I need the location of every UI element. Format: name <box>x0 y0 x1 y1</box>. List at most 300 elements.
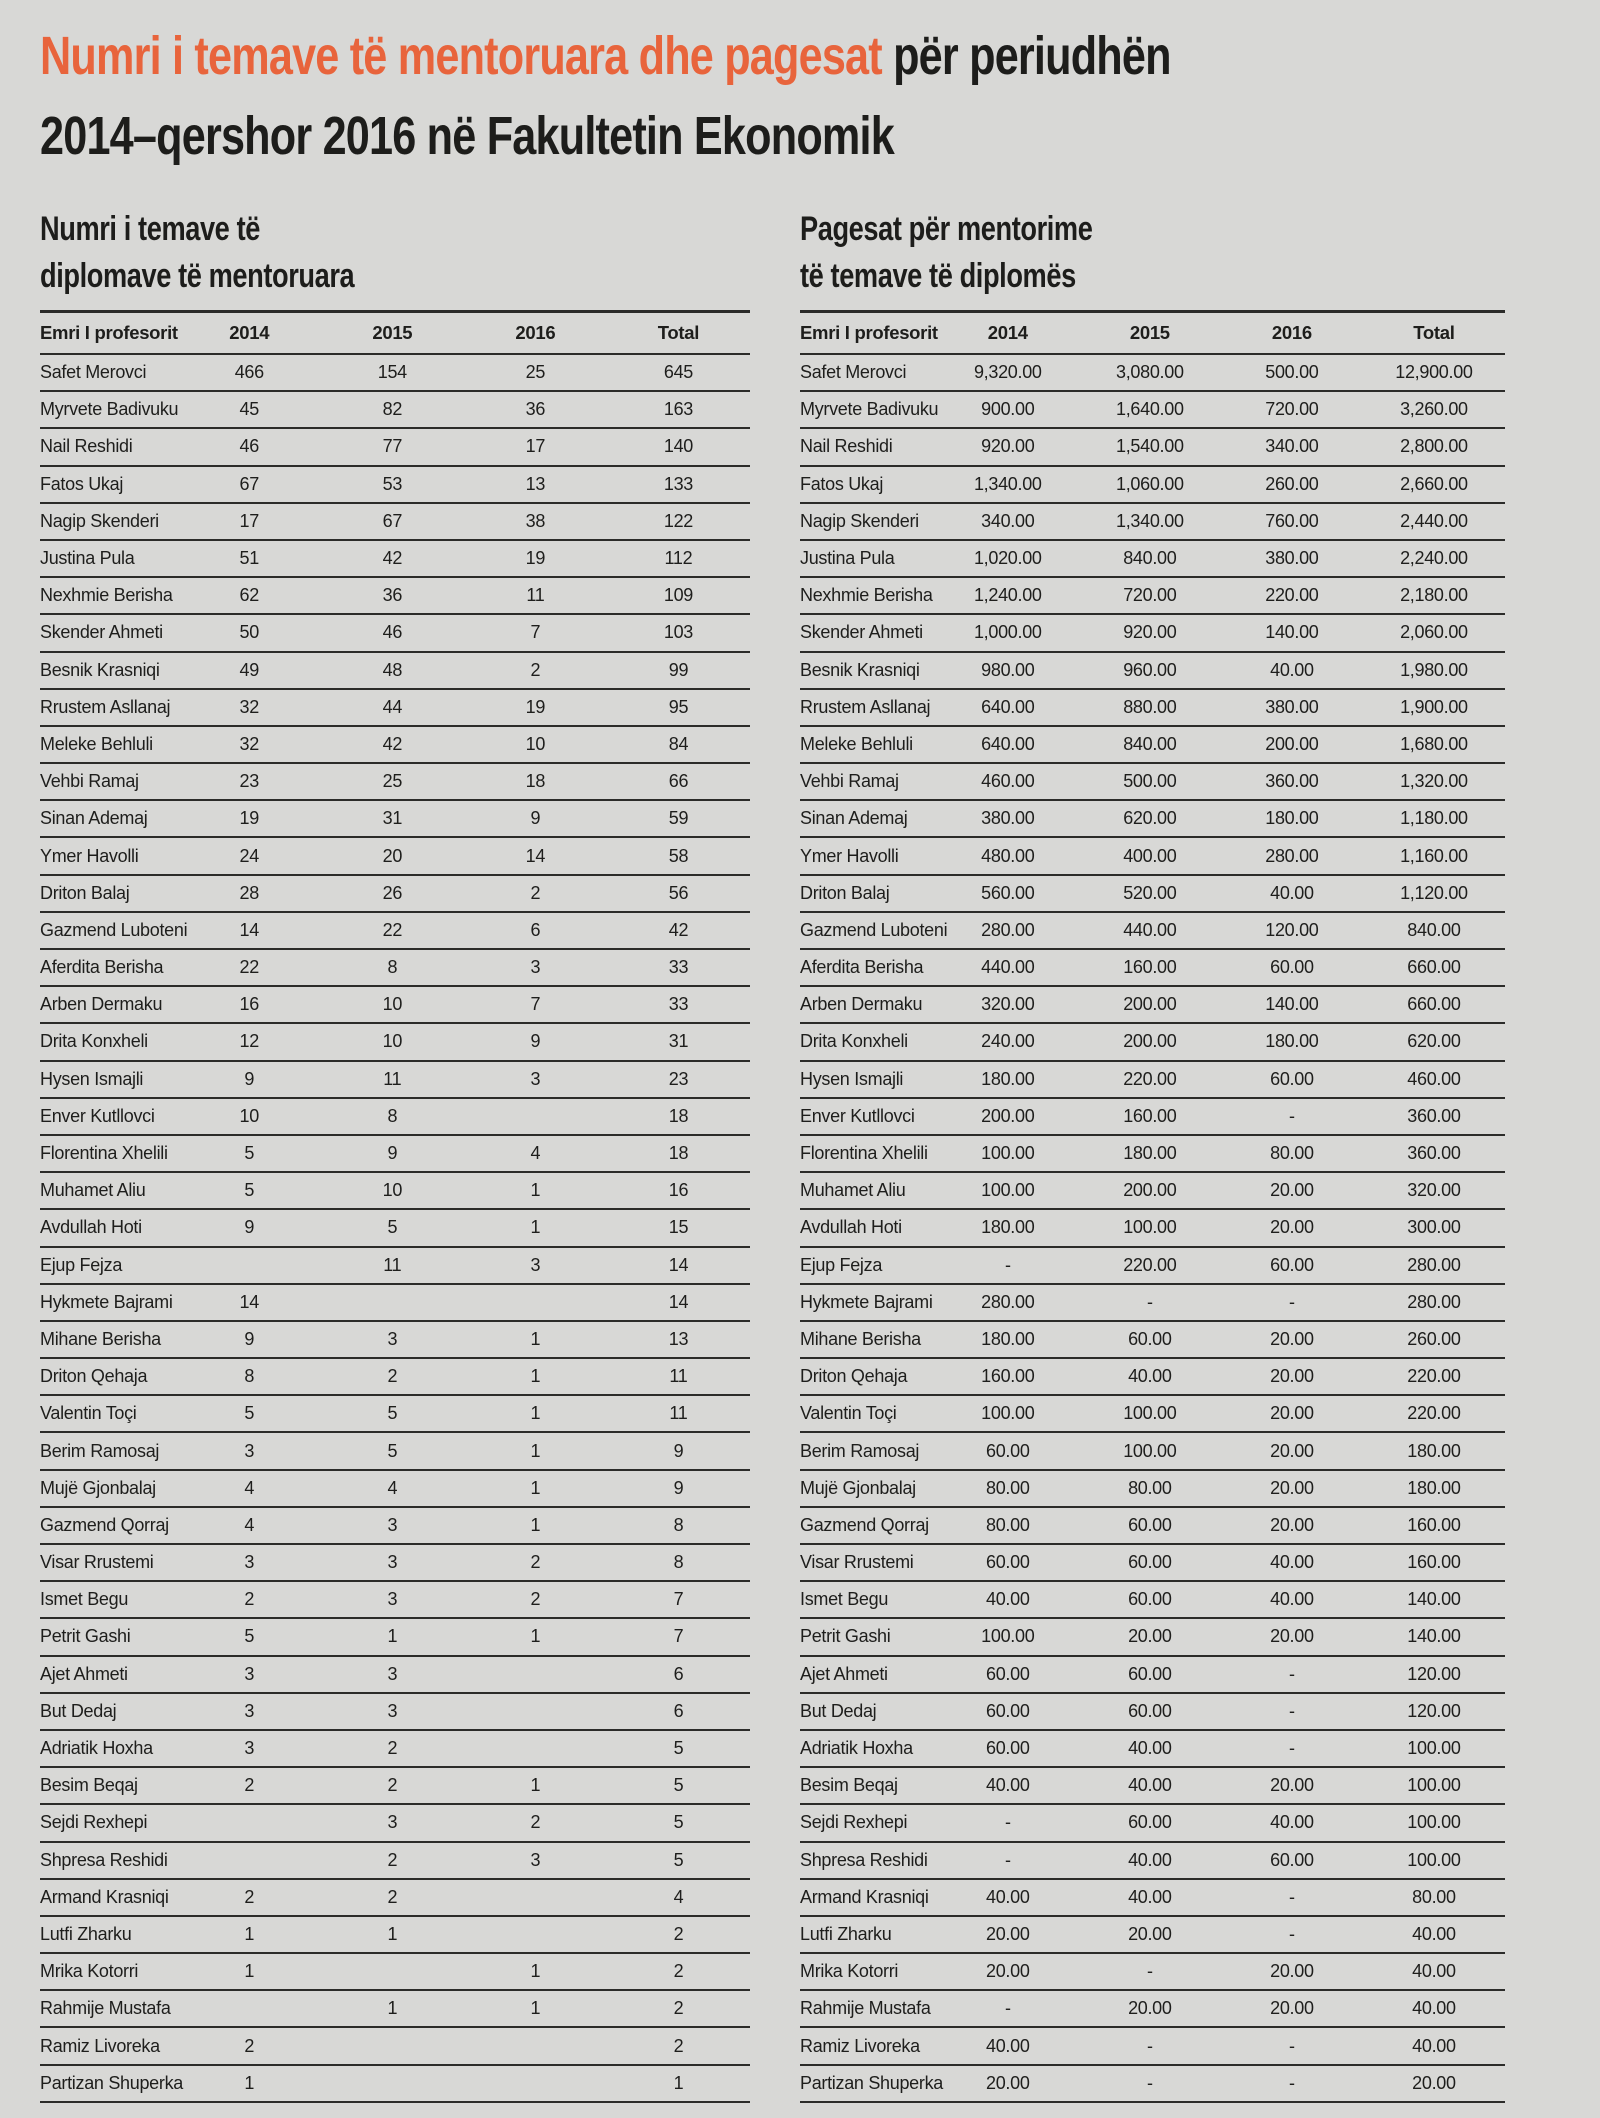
value-cell: 180.00 <box>981 1328 1035 1349</box>
value-cell: 6 <box>530 919 541 940</box>
mentored-theses-table-body <box>40 355 750 2103</box>
value-cell: 40.00 <box>1128 1886 1172 1907</box>
payments-subtitle-line1: Pagesat për mentorime <box>800 210 1093 248</box>
table-row <box>40 690 750 727</box>
value-cell: 3,260.00 <box>1400 399 1468 420</box>
value-cell: 3 <box>244 1738 255 1759</box>
table-row <box>800 1173 1505 1210</box>
value-cell: 14 <box>525 845 546 866</box>
value-cell: 1,900.00 <box>1400 696 1468 717</box>
value-cell: 40.00 <box>1128 1775 1172 1796</box>
value-cell: 60.00 <box>1270 1849 1314 1870</box>
value-cell: 1 <box>530 1775 541 1796</box>
header-cell-professor: Emri I profesorit <box>800 322 938 343</box>
value-cell: 14 <box>668 1254 689 1275</box>
value-cell: 2 <box>673 1923 684 1944</box>
table-row <box>800 1024 1505 1061</box>
professor-name-cell: Mujë Gjonbalaj <box>800 1477 916 1498</box>
value-cell: 14 <box>668 1291 689 1312</box>
table-row <box>800 1471 1505 1508</box>
value-cell: 1,160.00 <box>1400 845 1468 866</box>
value-cell: 20.00 <box>1270 1403 1314 1424</box>
value-cell: 5 <box>387 1440 398 1461</box>
professor-name-cell: Drita Konxheli <box>40 1031 148 1052</box>
value-cell: 40.00 <box>1128 1849 1172 1870</box>
value-cell: 40.00 <box>1270 1589 1314 1610</box>
value-cell: 100.00 <box>1123 1440 1177 1461</box>
value-cell: 3 <box>387 1812 398 1833</box>
table-row <box>800 1322 1505 1359</box>
value-cell: 1,540.00 <box>1116 436 1184 457</box>
value-cell: 28 <box>239 882 259 903</box>
professor-name-cell: Vehbi Ramaj <box>800 771 899 792</box>
value-cell: 140.00 <box>1265 622 1319 643</box>
value-cell: 59 <box>668 808 689 829</box>
professor-name-cell: Fatos Ukaj <box>800 473 884 494</box>
value-cell: 49 <box>239 659 259 680</box>
value-cell: 1,640.00 <box>1116 399 1184 420</box>
value-cell: 20.00 <box>1270 1998 1314 2019</box>
value-cell: 2 <box>244 1886 255 1907</box>
value-cell: 220.00 <box>1265 585 1319 606</box>
value-cell: 3 <box>387 1700 398 1721</box>
professor-name-cell: Ejup Fejza <box>40 1254 123 1275</box>
table-row <box>40 1099 750 1136</box>
value-cell: - <box>1289 1663 1295 1684</box>
value-cell: 1,020.00 <box>973 548 1042 569</box>
value-cell: 13 <box>525 473 546 494</box>
mentored-theses-subtitle-line1: Numri i temave të <box>40 210 260 248</box>
value-cell: 23 <box>239 771 259 792</box>
table-row <box>800 392 1505 429</box>
value-cell: 67 <box>239 473 259 494</box>
value-cell: 60.00 <box>986 1700 1030 1721</box>
professor-name-cell: Florentina Xhelili <box>40 1143 168 1164</box>
professor-name-cell: Justina Pula <box>40 548 135 569</box>
value-cell: 280.00 <box>981 1291 1035 1312</box>
value-cell: 58 <box>668 845 689 866</box>
value-cell: 48 <box>382 659 403 680</box>
table-row <box>40 2028 750 2065</box>
value-cell: 20.00 <box>1128 1998 1172 2019</box>
value-cell: 1,060.00 <box>1116 473 1184 494</box>
header-cell-2016: 2016 <box>1271 322 1312 343</box>
value-cell: 660.00 <box>1407 957 1461 978</box>
value-cell: 140.00 <box>1407 1626 1461 1647</box>
table-row <box>800 1285 1505 1322</box>
professor-name-cell: Aferdita Berisha <box>800 957 924 978</box>
table-row <box>800 578 1505 615</box>
table-row <box>800 801 1505 838</box>
value-cell: 20.00 <box>1270 1440 1314 1461</box>
professor-name-cell: Driton Qehaja <box>40 1366 148 1387</box>
value-cell: 160.00 <box>1123 957 1177 978</box>
professor-name-cell: Besnik Krasniqi <box>800 659 920 680</box>
value-cell: 1 <box>387 1998 398 2019</box>
value-cell: 320.00 <box>981 994 1035 1015</box>
table-row <box>800 764 1505 801</box>
table-row <box>40 1917 750 1954</box>
table-row <box>800 690 1505 727</box>
value-cell: 20.00 <box>1128 1626 1172 1647</box>
value-cell: 920.00 <box>1123 622 1177 643</box>
value-cell: 120.00 <box>1407 1663 1461 1684</box>
value-cell: 5 <box>244 1180 255 1201</box>
value-cell: 4 <box>387 1477 398 1498</box>
table-row <box>800 1396 1505 1433</box>
value-cell: 380.00 <box>981 808 1035 829</box>
professor-name-cell: Drita Konxheli <box>800 1031 908 1052</box>
professor-name-cell: Driton Balaj <box>800 882 890 903</box>
value-cell: 10 <box>382 1180 403 1201</box>
value-cell: 9 <box>244 1328 255 1349</box>
value-cell: 10 <box>382 1031 403 1052</box>
table-row <box>40 1024 750 1061</box>
table-row <box>800 1657 1505 1694</box>
header-cell-total: Total <box>1413 322 1455 343</box>
value-cell: 180.00 <box>981 1068 1035 1089</box>
value-cell: 8 <box>387 957 398 978</box>
value-cell: 840.00 <box>1123 733 1177 754</box>
value-cell: 60.00 <box>1128 1514 1172 1535</box>
value-cell: 40.00 <box>986 1589 1030 1610</box>
value-cell: 8 <box>244 1366 255 1387</box>
professor-name-cell: Berim Ramosaj <box>40 1440 160 1461</box>
table-row <box>40 876 750 913</box>
value-cell: 26 <box>382 882 403 903</box>
professor-name-cell: Ismet Begu <box>800 1589 889 1610</box>
table-row <box>40 429 750 466</box>
value-cell: 5 <box>673 1849 684 1870</box>
table-row <box>40 1694 750 1731</box>
table-row <box>40 1731 750 1768</box>
professor-name-cell: Arben Dermaku <box>800 994 923 1015</box>
mentored-theses-subtitle <box>40 206 608 300</box>
professor-name-cell: Mihane Berisha <box>800 1328 921 1349</box>
value-cell: 20.00 <box>1270 1514 1314 1535</box>
professor-name-cell: Sejdi Rexhepi <box>40 1812 148 1833</box>
value-cell: 5 <box>244 1403 255 1424</box>
table-row <box>800 727 1505 764</box>
value-cell: 80.00 <box>986 1477 1030 1498</box>
table-row <box>40 1768 750 1805</box>
value-cell: - <box>1289 1738 1295 1759</box>
professor-name-cell: Partizan Shuperka <box>40 2072 183 2093</box>
professor-name-cell: Enver Kutllovci <box>800 1105 915 1126</box>
tables-columns <box>40 206 1600 2103</box>
value-cell: 17 <box>525 436 546 457</box>
value-cell: 20.00 <box>1270 1626 1314 1647</box>
value-cell: 2 <box>244 1589 255 1610</box>
value-cell: - <box>1004 1812 1011 1833</box>
table-row <box>40 987 750 1024</box>
value-cell: 103 <box>663 622 694 643</box>
value-cell: 66 <box>668 771 689 792</box>
header-cell-2014: 2014 <box>987 322 1028 343</box>
value-cell: 36 <box>525 399 546 420</box>
professor-name-cell: Armand Krasniqi <box>800 1886 929 1907</box>
value-cell: 11 <box>669 1403 688 1424</box>
value-cell: 5 <box>244 1143 255 1164</box>
table-row <box>40 1954 750 1991</box>
value-cell: 220.00 <box>1407 1366 1461 1387</box>
professor-name-cell: But Dedaj <box>800 1700 877 1721</box>
value-cell: 80.00 <box>1128 1477 1172 1498</box>
value-cell: 1 <box>244 1923 255 1944</box>
table-row <box>800 1099 1505 1136</box>
professor-name-cell: Adriatik Hoxha <box>40 1738 153 1759</box>
professor-name-cell: Ismet Begu <box>40 1589 129 1610</box>
table-row <box>800 838 1505 875</box>
value-cell: 200.00 <box>1123 1031 1177 1052</box>
value-cell: 160.00 <box>1407 1552 1461 1573</box>
professor-name-cell: Vehbi Ramaj <box>40 771 139 792</box>
value-cell: - <box>1146 1961 1153 1982</box>
payments-table <box>800 310 1505 2103</box>
value-cell: 45 <box>239 399 259 420</box>
table-row <box>40 467 750 504</box>
professor-name-cell: Justina Pula <box>800 548 895 569</box>
table-row <box>40 1433 750 1470</box>
value-cell: 2,240.00 <box>1400 548 1468 569</box>
table-row <box>800 541 1505 578</box>
value-cell: 6 <box>673 1700 684 1721</box>
value-cell: 60.00 <box>1128 1328 1172 1349</box>
value-cell: 20.00 <box>1270 1366 1314 1387</box>
value-cell: 1 <box>530 1328 541 1349</box>
value-cell: 100.00 <box>981 1626 1035 1647</box>
value-cell: 1,340.00 <box>1116 510 1184 531</box>
value-cell: 46 <box>239 436 259 457</box>
professor-name-cell: Rrustem Asllanaj <box>40 696 171 717</box>
value-cell: 100.00 <box>1407 1812 1461 1833</box>
payments-section <box>800 206 1505 2103</box>
table-row <box>800 950 1505 987</box>
value-cell: - <box>1289 1291 1295 1312</box>
value-cell: 9 <box>530 1031 541 1052</box>
value-cell: 220.00 <box>1407 1403 1461 1424</box>
table-row <box>40 1471 750 1508</box>
value-cell: 40.00 <box>1412 1923 1456 1944</box>
value-cell: 380.00 <box>1265 548 1319 569</box>
professor-name-cell: Ramiz Livoreka <box>40 2035 160 2056</box>
table-row <box>800 504 1505 541</box>
value-cell: 200.00 <box>981 1105 1035 1126</box>
table-row <box>800 1991 1505 2028</box>
professor-name-cell: Mihane Berisha <box>40 1328 161 1349</box>
value-cell: 5 <box>673 1775 684 1796</box>
value-cell: 77 <box>382 436 403 457</box>
value-cell: 60.00 <box>1128 1663 1172 1684</box>
value-cell: 36 <box>382 585 403 606</box>
value-cell: 100.00 <box>1407 1775 1461 1796</box>
value-cell: 460.00 <box>1407 1068 1461 1089</box>
value-cell: 360.00 <box>1407 1105 1461 1126</box>
value-cell: 660.00 <box>1407 994 1461 1015</box>
value-cell: 320.00 <box>1407 1180 1461 1201</box>
value-cell: - <box>1289 1886 1295 1907</box>
value-cell: 14 <box>239 919 259 940</box>
table-row <box>800 1768 1505 1805</box>
table-row <box>40 1880 750 1917</box>
table-row <box>40 1805 750 1842</box>
value-cell: - <box>1289 1700 1295 1721</box>
table-row <box>800 1062 1505 1099</box>
value-cell: 18 <box>668 1105 689 1126</box>
value-cell: 3 <box>387 1514 398 1535</box>
value-cell: 40.00 <box>1270 882 1314 903</box>
professor-name-cell: Avdullah Hoti <box>800 1217 902 1238</box>
value-cell: 122 <box>663 510 694 531</box>
professor-name-cell: Adriatik Hoxha <box>800 1738 913 1759</box>
table-header-row <box>800 313 1505 355</box>
value-cell: 3 <box>530 957 541 978</box>
professor-name-cell: Florentina Xhelili <box>800 1143 928 1164</box>
professor-name-cell: Mrika Kotorri <box>800 1961 899 1982</box>
professor-name-cell: Valentin Toçi <box>800 1403 897 1424</box>
value-cell: 200.00 <box>1123 1180 1177 1201</box>
value-cell: 180.00 <box>981 1217 1035 1238</box>
professor-name-cell: Armand Krasniqi <box>40 1886 169 1907</box>
professor-name-cell: Safet Merovci <box>40 362 147 383</box>
value-cell: 33 <box>668 994 689 1015</box>
professor-name-cell: Ajet Ahmeti <box>800 1663 888 1684</box>
value-cell: 7 <box>530 994 541 1015</box>
table-row <box>800 876 1505 913</box>
value-cell: 2 <box>244 2035 255 2056</box>
value-cell: 3 <box>530 1254 541 1275</box>
value-cell: 500.00 <box>1123 771 1177 792</box>
professor-name-cell: Nail Reshidi <box>40 436 133 457</box>
value-cell: 120.00 <box>1407 1700 1461 1721</box>
value-cell: 240.00 <box>981 1031 1035 1052</box>
professor-name-cell: Sinan Ademaj <box>40 808 148 829</box>
professor-name-cell: Nexhmie Berisha <box>800 585 933 606</box>
value-cell: 460.00 <box>981 771 1035 792</box>
value-cell: 13 <box>668 1328 689 1349</box>
value-cell: 9 <box>530 808 541 829</box>
value-cell: 2,180.00 <box>1400 585 1468 606</box>
table-row <box>40 615 750 652</box>
value-cell: 1 <box>530 1998 541 2019</box>
value-cell: 1 <box>530 1440 541 1461</box>
value-cell: 18 <box>525 771 546 792</box>
value-cell: 24 <box>239 845 259 866</box>
value-cell: 520.00 <box>1123 882 1177 903</box>
value-cell: 720.00 <box>1265 399 1319 420</box>
value-cell: - <box>1146 1291 1153 1312</box>
header-cell-2015: 2015 <box>1129 322 1170 343</box>
value-cell: 99 <box>668 659 689 680</box>
value-cell: 3 <box>530 1849 541 1870</box>
table-row <box>40 1619 750 1656</box>
professor-name-cell: Mujë Gjonbalaj <box>40 1477 156 1498</box>
professor-name-cell: Skender Ahmeti <box>40 622 163 643</box>
value-cell: 5 <box>673 1812 684 1833</box>
value-cell: 180.00 <box>1265 808 1319 829</box>
value-cell: 40.00 <box>1412 2035 1456 2056</box>
value-cell: 67 <box>382 510 403 531</box>
value-cell: 360.00 <box>1265 771 1319 792</box>
value-cell: 80.00 <box>1412 1886 1456 1907</box>
professor-name-cell: Shpresa Reshidi <box>40 1849 168 1870</box>
value-cell: 12,900.00 <box>1395 362 1473 383</box>
table-row <box>40 392 750 429</box>
professor-name-cell: Berim Ramosaj <box>800 1440 920 1461</box>
value-cell: 60.00 <box>986 1738 1030 1759</box>
value-cell: 1,340.00 <box>973 473 1042 494</box>
value-cell: 1,240.00 <box>973 585 1042 606</box>
value-cell: - <box>1004 1849 1011 1870</box>
table-row <box>40 1396 750 1433</box>
value-cell: 82 <box>382 399 403 420</box>
value-cell: 20.00 <box>1128 1923 1172 1944</box>
value-cell: 20.00 <box>1270 1217 1314 1238</box>
value-cell: 2,440.00 <box>1400 510 1468 531</box>
page-title-line1-rest: për periudhën <box>881 26 1171 86</box>
page-title-highlight: Numri i temave të mentoruara dhe pagesat <box>40 26 882 86</box>
value-cell: 2 <box>530 659 541 680</box>
header-cell-2014: 2014 <box>229 322 270 343</box>
value-cell: 40.00 <box>986 2035 1030 2056</box>
value-cell: 60.00 <box>986 1663 1030 1684</box>
value-cell: 1 <box>530 1366 541 1387</box>
value-cell: 3 <box>244 1440 255 1461</box>
value-cell: 2 <box>387 1849 398 1870</box>
value-cell: 1 <box>244 2072 255 2093</box>
value-cell: 163 <box>663 399 694 420</box>
value-cell: 1 <box>530 1180 541 1201</box>
value-cell: 280.00 <box>1407 1254 1461 1275</box>
value-cell: 9 <box>673 1440 684 1461</box>
value-cell: 38 <box>525 510 546 531</box>
value-cell: 840.00 <box>1123 548 1177 569</box>
value-cell: 1 <box>530 1403 541 1424</box>
value-cell: 50 <box>239 622 259 643</box>
value-cell: 180.00 <box>1265 1031 1319 1052</box>
value-cell: 18 <box>668 1143 689 1164</box>
page-title-line1 <box>40 16 1288 96</box>
table-row <box>40 1359 750 1396</box>
value-cell: 2,800.00 <box>1400 436 1468 457</box>
table-row <box>800 1248 1505 1285</box>
value-cell: 4 <box>530 1143 541 1164</box>
mentored-theses-table <box>40 310 750 2103</box>
professor-name-cell: Driton Balaj <box>40 882 130 903</box>
professor-name-cell: Besnik Krasniqi <box>40 659 160 680</box>
table-row <box>800 913 1505 950</box>
professor-name-cell: Myrvete Badivuku <box>40 399 179 420</box>
value-cell: 2 <box>673 2035 684 2056</box>
table-row <box>40 1136 750 1173</box>
table-row <box>800 615 1505 652</box>
value-cell: 46 <box>382 622 403 643</box>
value-cell: - <box>1004 1998 1011 2019</box>
professor-name-cell: Muhamet Aliu <box>800 1180 906 1201</box>
value-cell: 60.00 <box>1128 1589 1172 1610</box>
value-cell: 25 <box>525 362 546 383</box>
table-row <box>800 653 1505 690</box>
page-title <box>40 16 1288 176</box>
professor-name-cell: Gazmend Luboteni <box>800 919 948 940</box>
value-cell: 220.00 <box>1123 1254 1177 1275</box>
professor-name-cell: Ymer Havolli <box>800 845 899 866</box>
value-cell: 900.00 <box>981 399 1035 420</box>
value-cell: 1,320.00 <box>1400 771 1468 792</box>
value-cell: 8 <box>673 1514 684 1535</box>
value-cell: 3 <box>244 1663 255 1684</box>
header-cell-professor: Emri I profesorit <box>40 322 178 343</box>
